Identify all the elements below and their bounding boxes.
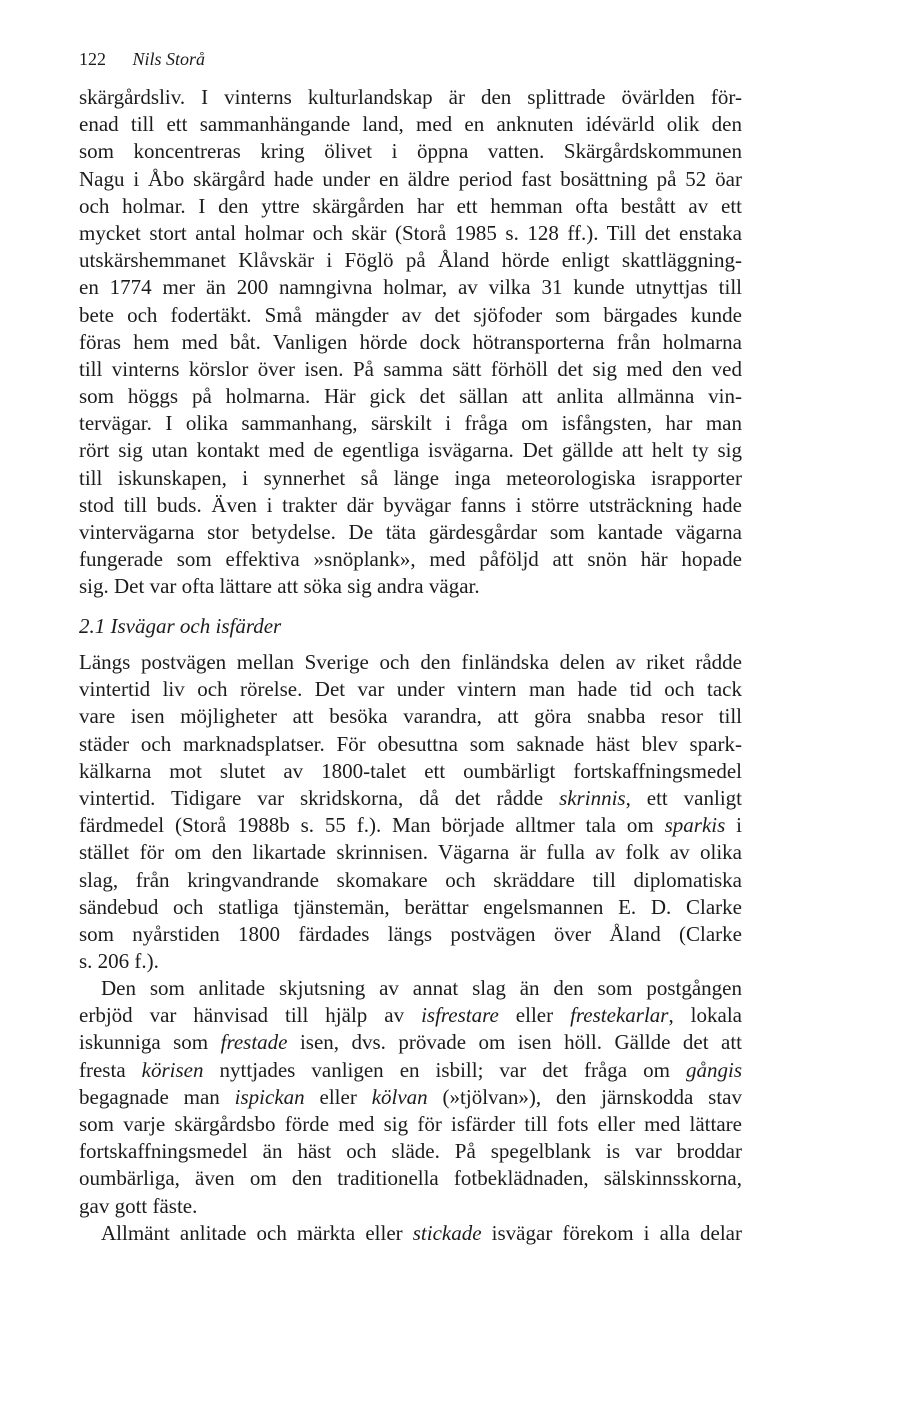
text-line: mycket stort antal holmar och skär (Storå 1985 s. 128 ff.). Till det enstaka: [79, 220, 742, 245]
text-line: som koncentreras kring ölivet i öppna vatten. Skärgårdskommunen: [79, 139, 742, 164]
text-line: iskunniga som frestade isen, dvs. prövade om isen höll. Gällde det att: [79, 1030, 742, 1055]
section-number: 2.1: [79, 614, 106, 638]
italic-term: gångis: [685, 1057, 742, 1082]
section-title: Isvägar och isfärder: [110, 614, 282, 638]
text-line: fungerade som effektiva »snöplank», med påföljd att snön här hopade: [79, 547, 742, 572]
italic-term: sparkis: [664, 813, 726, 838]
text-line: städer och marknadsplatser. För obesuttna som saknade häst blev spark-: [79, 731, 742, 756]
italic-term: stickade: [412, 1221, 482, 1245]
italic-term: frestekarlar: [570, 1003, 669, 1028]
text-line: vintervägarna stor betydelse. De täta gärdesgårdar som kantade vägarna: [79, 520, 742, 544]
running-head: [79, 48, 205, 70]
text-line: som höggs på holmarna. Här gick det sällan att anlita allmänna vin-: [79, 384, 742, 409]
paragraph-3: [79, 975, 742, 1220]
italic-term: körisen: [141, 1057, 204, 1082]
text-line: Längs postvägen mellan Sverige och den finländska delen av riket rådde: [79, 650, 742, 674]
running-head-author: Nils Storå: [132, 49, 206, 69]
text-line: fresta körisen nyttjades vanligen en isbill; var det fråga om gångis: [79, 1057, 742, 1082]
text-line: skärgårdsliv. I vinterns kulturlandskap är den splittrade övärlden för-: [79, 85, 742, 109]
italic-term: frestade: [220, 1030, 288, 1055]
text-line: vintertid. Tidigare var skridskorna, då det rådde skrinnis, ett vanligt: [79, 785, 742, 810]
italic-term: kölvan: [371, 1084, 428, 1109]
text-line: sändebud och statliga tjänstemän, berättar engelsmannen E. D. Clarke: [79, 894, 742, 919]
text-line: och holmar. I den yttre skärgården har ett hemman ofta bestått av ett: [79, 193, 742, 218]
text-line: till iskunskapen, i synnerhet så länge inga meteorologiska israpporter: [79, 465, 742, 490]
text-line: vare isen möjligheter att besöka varandra, att göra snabba resor till: [79, 704, 742, 729]
text-line: gav gott fäste.: [79, 1193, 198, 1218]
text-line: stället för om den likartade skrinnisen. Vägarna är fulla av folk av olika: [79, 840, 742, 865]
text-line: till vinterns körslor över isen. På samma sätt förhöll det sig med den ved: [79, 356, 742, 381]
text-line: bete och fodertäkt. Små mängder av det sjöfoder som bärgades kunde: [79, 302, 742, 327]
text-line: begagnade man ispickan eller kölvan (»tjölvan»), den järnskodda stav: [79, 1084, 742, 1109]
paragraph-1: [79, 84, 742, 601]
text-line: kälkarna mot slutet av 1800-talet ett oumbärligt fortskaffningsmedel: [79, 758, 742, 783]
text-line: slag, från kringvandrande skomakare och skräddare till diplomatiska: [79, 867, 742, 892]
text-line: vintertid liv och rörelse. Det var under vintern man hade tid och tack: [79, 677, 742, 702]
text-line: stod till buds. Även i trakter där byvägar fanns i större utsträckning hade: [79, 492, 742, 517]
italic-term: ispickan: [234, 1084, 305, 1109]
text-line: fortskaffningsmedel än häst och släde. På spegelblank is var broddar: [79, 1139, 742, 1164]
paragraph-4: [79, 1220, 742, 1247]
text-line: som nyårstiden 1800 färdades längs postvägen över Åland (Clarke: [79, 921, 742, 946]
text-line: Allmänt anlitade och märkta eller stickade isvägar förekom i alla delar: [101, 1221, 742, 1245]
text-line: föras hem med båt. Vanligen hörde dock hötransporterna från holmarna: [79, 329, 742, 354]
text-line: erbjöd var hänvisad till hjälp av isfrestare eller frestekarlar, lokala: [79, 1003, 742, 1028]
text-line: s. 206 f.).: [79, 949, 159, 974]
text-line: Nagu i Åbo skärgård hade under en äldre period fast bosättning på 52 öar: [79, 166, 742, 191]
text-line: en 1774 mer än 200 namngivna holmar, av vilka 31 kunde utnyttjas till: [79, 275, 742, 300]
text-line: sig. Det var ofta lättare att söka sig andra vägar.: [79, 574, 480, 599]
text-line: färdmedel (Storå 1988b s. 55 f.). Man började alltmer tala om sparkis i: [79, 813, 742, 838]
paragraph-2: [79, 649, 742, 975]
page-number: 122: [79, 49, 106, 69]
italic-term: isfrestare: [421, 1003, 499, 1028]
text-line: Den som anlitade skjutsning av annat slag än den som postgången: [101, 976, 742, 1000]
text-line: enad till ett sammanhängande land, med en anknuten idévärld olik den: [79, 112, 742, 137]
text-line: tervägar. I olika sammanhang, särskilt i fråga om isfångsten, har man: [79, 411, 742, 436]
text-line: oumbärliga, även om den traditionella fotbeklädnaden, sälskinnsskorna,: [79, 1166, 742, 1191]
text-line: som varje skärgårdsbo förde med sig för isfärder till fots eller med lättare: [79, 1111, 742, 1136]
text-line: utskärshemmanet Klåvskär i Föglö på Åland hörde enligt skattläggning-: [79, 248, 742, 273]
italic-term: skrinnis: [559, 785, 626, 810]
text-line: rört sig utan kontakt med de egentliga isvägarna. Det gällde att helt ty sig: [79, 438, 742, 463]
section-heading: [79, 613, 281, 640]
